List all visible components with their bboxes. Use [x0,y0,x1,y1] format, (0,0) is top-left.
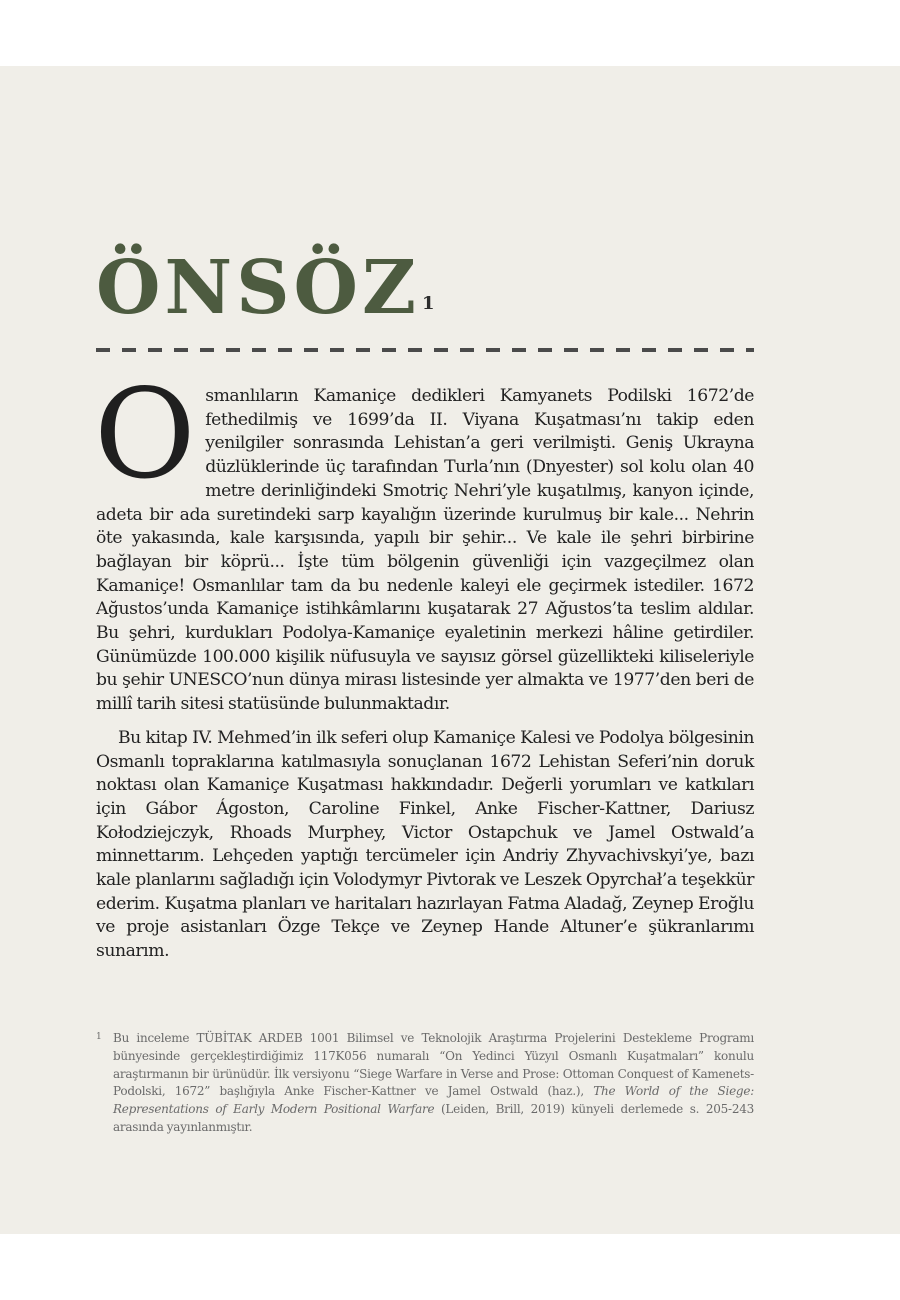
chapter-heading [96,240,435,336]
footnote-book-title: The World of the Siege: Representations of Early Modern Positional Warfare [113,1084,755,1117]
chapter-title: ÖNSÖZ [96,245,421,331]
drop-cap: O [94,363,196,507]
footnote-text [113,1030,754,1137]
paragraph-1-text: smanlıların Kamaniçe dedikleri Kamyanets Podilski 1672’de fethedilmiş ve 1699’da II. Viyana Kuşatması’nı takip eden yenilgiler sonrasında Lehistan’a geri verilmişti. Geniş Ukrayna düzlüklerinde üç tarafından Turla’nın (Dnyester) sol kolu olan 40 metre derinliğindeki Smotriç Nehri’yle kuşatılmış, kanyon içinde, adeta bir ada suretindeki sarp kayalığın üzerinde kurulmuş bir kale... Nehrin öte yakasında, kale karşısında, yapılı bir şehir... Ve kale ile şehri birbirine bağlayan bir köprü... İşte tüm bölgenin güvenliği için vazgeçilmez olan Kamaniçe! Osmanlılar tam da bu nedenle kaleyi ele geçirmek istediler. 1672 Ağustos’unda Kamaniçe istihkâmlarını kuşatarak 27 Ağustos’ta teslim aldılar. Bu şehri, kurdukları Podolya-Kamaniçe eyaletinin merkezi hâline getirdiler. Günümüzde 100.000 kişilik nüfusuyla ve sayısız görsel güzellikteki kiliseleriyle bu şehir UNESCO’nun dünya mirası listesinde yer almakta ve 1977’den beri de millî tarih sitesi statüsünde bulunmaktadır. [96,386,754,715]
dashed-divider [96,348,754,352]
footnote [96,1030,754,1137]
book-page [0,66,900,1234]
footnote-text-part-2: (Leiden, Brill, 2019) künyeli derlemede s. 205-243 arasında yayınlanmıştır. [113,1102,754,1134]
footnote-text-part-1: Bu inceleme TÜBİTAK ARDEB 1001 Bilimsel ve Teknolojik Araştırma Projelerini Destekleme Programı bünyesinde gerçekleştirdiğimiz 117K056 numaralı “On Yedinci Yüzyıl Osmanlı Kuşatmaları” konulu araştırmanın bir ürünüdür. İlk versiyonu “Siege Warfare in Verse and Prose: Ottoman Conquest of Kamenets-Podolski, 1672” başlığıyla Anke Fischer-Kattner ve Jamel Ostwald (haz.), [113,1031,754,1099]
paragraph-1 [94,363,754,717]
paragraph-2: Bu kitap IV. Mehmed’in ilk seferi olup Kamaniçe Kalesi ve Podolya bölgesinin Osmanlı topraklarına katılmasıyla sonuçlanan 1672 Lehistan Seferi’nin doruk noktası olan Kamaniçe Kuşatması hakkındadır. Değerli yorumları ve katkıları için Gábor Ágoston, Caroline Finkel, Anke Fischer-Kattner, Dariusz Kołodziejczyk, Rhoads Murphey, Victor Ostapchuk ve Jamel Ostwald’a minnettarım. Lehçeden yaptığı tercümeler için Andriy Zhyvachivskyi’ye, bazı kale planlarını sağladığı için Volodymyr Pivtorak ve Leszek Opyrchał’a teşekkür ederim. Kuşatma planları ve haritaları hazırlayan Fatma Aladağ, Zeynep Eroğlu ve proje asistanları Özge Tekçe ve Zeynep Hande Altuner’e şükranlarımı sunarım. [96,727,754,962]
footnote-reference: 1 [422,293,435,314]
footnote-mark: 1 [96,1032,102,1042]
body-text [94,363,754,964]
